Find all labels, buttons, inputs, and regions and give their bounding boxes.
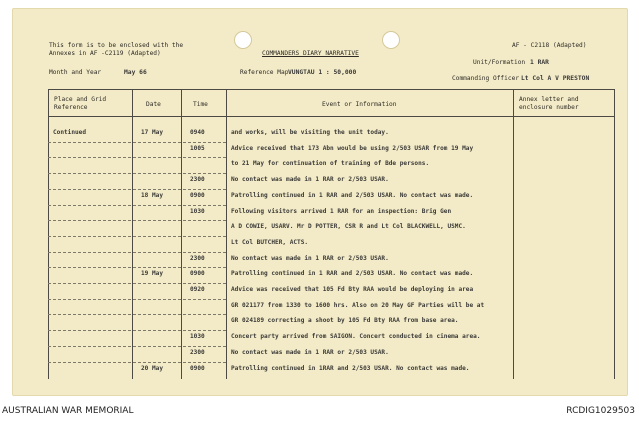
row-date: 19 May	[141, 270, 164, 278]
row-event: Advice received that 173 Abn would be using 2/503 USAR from 19 May	[231, 144, 474, 152]
row-date: 18 May	[141, 191, 164, 199]
row-place: Continued	[53, 129, 87, 136]
unit-value: 1 RAR	[530, 59, 549, 66]
column-divider	[614, 89, 615, 379]
row-event: GR 021177 from 1330 to 1600 hrs. Also on 20 May GF Parties will be at	[231, 301, 485, 309]
row-rule	[48, 252, 226, 253]
row-time: 2300	[190, 348, 205, 356]
reference-map-value: VUNGTAU 1 : 50,000	[288, 69, 357, 76]
row-event: Patrolling continued in 1 RAR and 2/503 USAR. No contact was made.	[231, 191, 474, 199]
row-event: GR 024189 correcting a shoot by 105 Fd Bty RAA from base area.	[231, 317, 459, 325]
row-rule	[48, 236, 226, 237]
row-time: 1030	[190, 207, 205, 215]
row-event: Following visitors arrived 1 RAR for an inspection: Brig Gen	[231, 207, 452, 215]
row-rule	[48, 283, 226, 284]
row-event: No contact was made in 1 RAR or 2/503 USAR.	[231, 176, 389, 184]
row-rule	[48, 157, 226, 158]
row-rule	[48, 362, 226, 363]
column-divider	[48, 89, 49, 379]
row-event: Concert party arrived from SAIGON. Concert conducted in cinema area.	[231, 333, 481, 341]
row-rule	[48, 189, 226, 190]
row-time: 0920	[190, 286, 205, 293]
row-rule	[48, 346, 226, 347]
row-time: 0900	[190, 270, 205, 278]
row-event: Patrolling continued in 1RAR and 2/503 USAR. No contact was made.	[231, 364, 470, 372]
row-date: 20 May	[141, 364, 164, 372]
reference-map-label: Reference Map	[240, 69, 289, 76]
row-date: 17 May	[141, 129, 164, 136]
column-header-event: Event or Information	[322, 101, 397, 108]
row-event: Patrolling continued in 1 RAR and 2/503 USAR. No contact was made.	[231, 270, 474, 278]
row-rule	[48, 205, 226, 206]
row-time: 2300	[190, 176, 205, 184]
row-time: 1005	[190, 144, 205, 152]
row-event: to 21 May for continuation of training of Bde persons.	[231, 160, 430, 168]
row-time: 0940	[190, 129, 205, 136]
row-event: Advice was received that 105 Fd Bty RAA would be deploying in area	[231, 286, 474, 293]
row-event: Lt Col BUTCHER, ACTS.	[231, 238, 309, 246]
column-header-place: Place and Grid Reference	[54, 96, 107, 111]
row-event: No contact was made in 1 RAR or 2/503 USAR.	[231, 254, 389, 262]
instruction-line-2: Annexes in AF -C2119 (Adapted)	[49, 50, 161, 57]
column-divider	[181, 89, 182, 379]
form-title: COMMANDERS DIARY NARRATIVE	[262, 50, 359, 57]
month-year-value: May 66	[124, 69, 147, 76]
row-time: 2300	[190, 254, 205, 262]
punch-hole-right	[382, 31, 400, 49]
column-divider	[513, 89, 514, 379]
column-header-time: Time	[193, 101, 208, 108]
form-code: AF - C2118 (Adapted)	[512, 42, 587, 49]
row-rule	[48, 299, 226, 300]
instruction-line-1: This form is to be enclosed with the	[49, 42, 184, 49]
row-rule	[48, 173, 226, 174]
month-year-label: Month and Year	[49, 69, 102, 76]
unit-label: Unit/Formation	[473, 59, 526, 66]
row-event: A D COWIE, USARV. Mr D POTTER, CSR R and Lt Col BLACKWELL, USMC.	[231, 223, 466, 231]
column-header-date: Date	[146, 101, 161, 108]
row-rule	[48, 267, 226, 268]
footer-reference-id: RCDIG1029503	[566, 406, 635, 416]
row-rule	[48, 314, 226, 315]
row-time: 0900	[190, 364, 205, 372]
row-event: No contact was made in 1 RAR or 2/503 USAR.	[231, 348, 389, 356]
row-rule	[48, 220, 226, 221]
column-header-annex: Annex letter and enclosure number	[519, 96, 579, 111]
commanding-officer-label: Commanding Officer	[452, 75, 520, 82]
row-event: and works, will be visiting the unit today.	[231, 129, 389, 136]
row-time: 0900	[190, 191, 205, 199]
row-time: 1030	[190, 333, 205, 341]
footer-archive-name: AUSTRALIAN WAR MEMORIAL	[2, 406, 134, 416]
commanding-officer-value: Lt Col A V PRESTON	[521, 75, 590, 82]
column-divider	[132, 89, 133, 379]
row-rule	[48, 142, 226, 143]
punch-hole-left	[234, 31, 252, 49]
column-divider	[226, 89, 227, 379]
row-rule	[48, 330, 226, 331]
